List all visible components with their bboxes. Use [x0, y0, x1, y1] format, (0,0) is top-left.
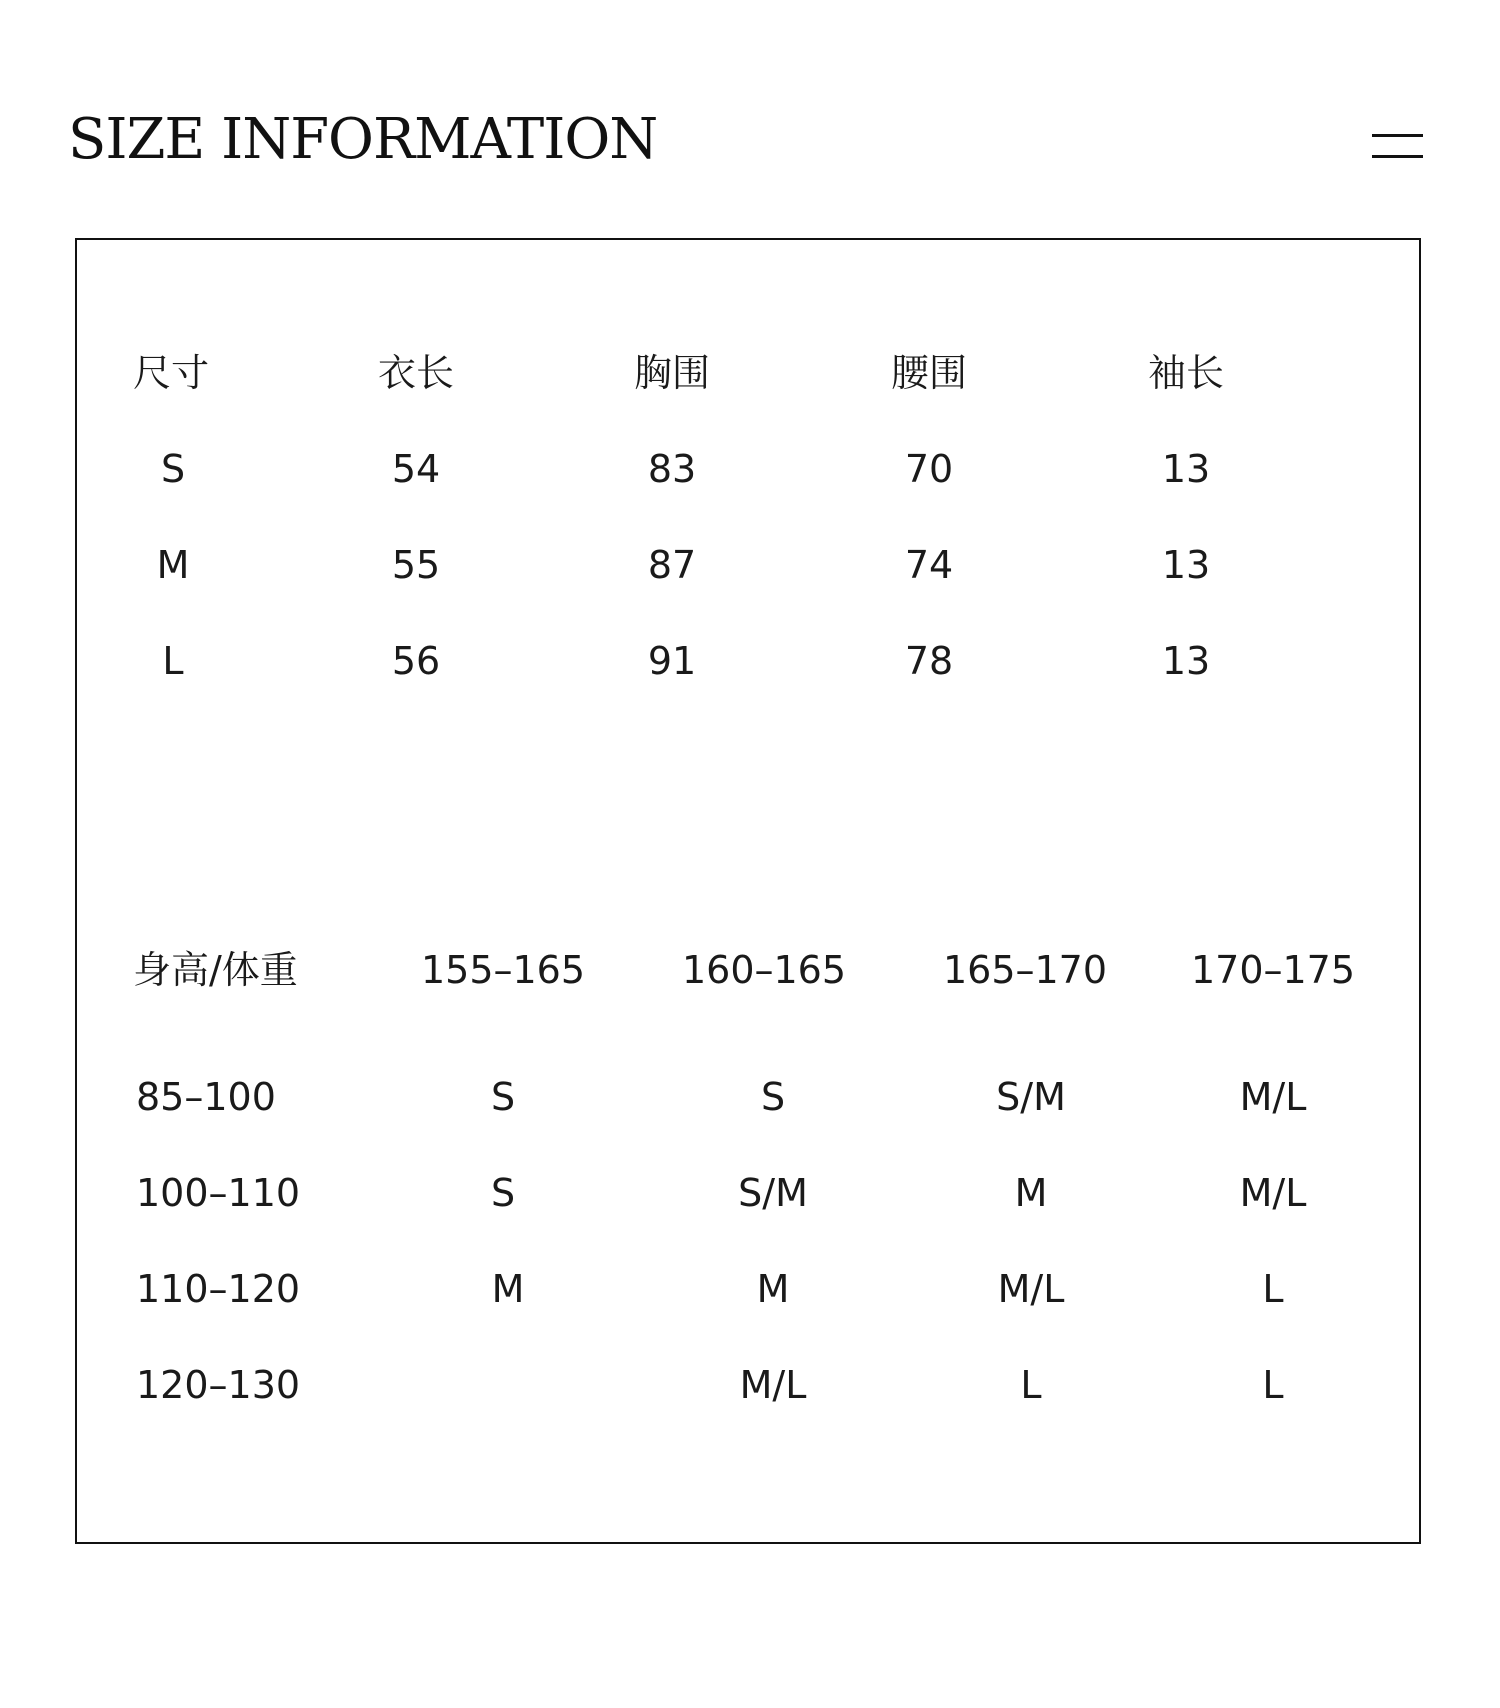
size-cell: 91	[647, 639, 697, 683]
size-header-sleeve: 袖长	[1147, 351, 1225, 395]
size-cell: 13	[1161, 447, 1211, 491]
fit-cell: S/M	[996, 1075, 1066, 1119]
fit-cell: L	[1020, 1363, 1042, 1407]
fit-cell: L	[1262, 1267, 1284, 1311]
size-cell: 55	[391, 543, 441, 587]
fit-cell: S/M	[738, 1171, 808, 1215]
menu-line-top	[1372, 134, 1423, 137]
size-header-size: 尺寸	[133, 351, 210, 395]
fit-cell: M	[1014, 1171, 1048, 1215]
fit-cell: M/L	[1239, 1171, 1307, 1215]
fit-cell: M/L	[997, 1267, 1065, 1311]
size-cell: 83	[647, 447, 697, 491]
size-cell: 54	[391, 447, 441, 491]
size-cell: M	[156, 543, 190, 587]
size-header-length: 衣长	[377, 351, 455, 395]
fit-height-header: 155–165	[420, 948, 586, 992]
fit-cell: L	[1262, 1363, 1284, 1407]
fit-height-header: 160–165	[681, 948, 847, 992]
fit-cell: M	[756, 1267, 790, 1311]
fit-weight-label: 120–130	[136, 1363, 301, 1407]
fit-cell: S	[490, 1171, 516, 1215]
size-cell: S	[160, 447, 186, 491]
size-header-waist: 腰围	[890, 351, 968, 395]
fit-cell: S	[760, 1075, 786, 1119]
fit-cell: M/L	[1239, 1075, 1307, 1119]
size-cell: L	[162, 639, 184, 683]
menu-icon[interactable]	[1372, 134, 1423, 160]
fit-cell: M/L	[739, 1363, 807, 1407]
fit-height-header: 165–170	[942, 948, 1108, 992]
fit-cell: S	[490, 1075, 516, 1119]
fit-height-header: 170–175	[1190, 948, 1356, 992]
fit-weight-label: 85–100	[136, 1075, 276, 1119]
size-cell: 70	[904, 447, 954, 491]
size-cell: 87	[647, 543, 697, 587]
menu-line-bottom	[1372, 155, 1423, 158]
size-cell: 56	[391, 639, 441, 683]
fit-weight-label: 100–110	[136, 1171, 301, 1215]
fit-cell: M	[491, 1267, 525, 1311]
size-header-chest: 胸围	[633, 351, 711, 395]
fit-corner-label: 身高/体重	[133, 948, 298, 992]
size-cell: 74	[904, 543, 954, 587]
fit-weight-label: 110–120	[136, 1267, 301, 1311]
size-cell: 13	[1161, 543, 1211, 587]
page-title: SIZE INFORMATION	[68, 107, 658, 172]
size-chart-frame	[75, 238, 1421, 1544]
size-cell: 13	[1161, 639, 1211, 683]
size-cell: 78	[904, 639, 954, 683]
